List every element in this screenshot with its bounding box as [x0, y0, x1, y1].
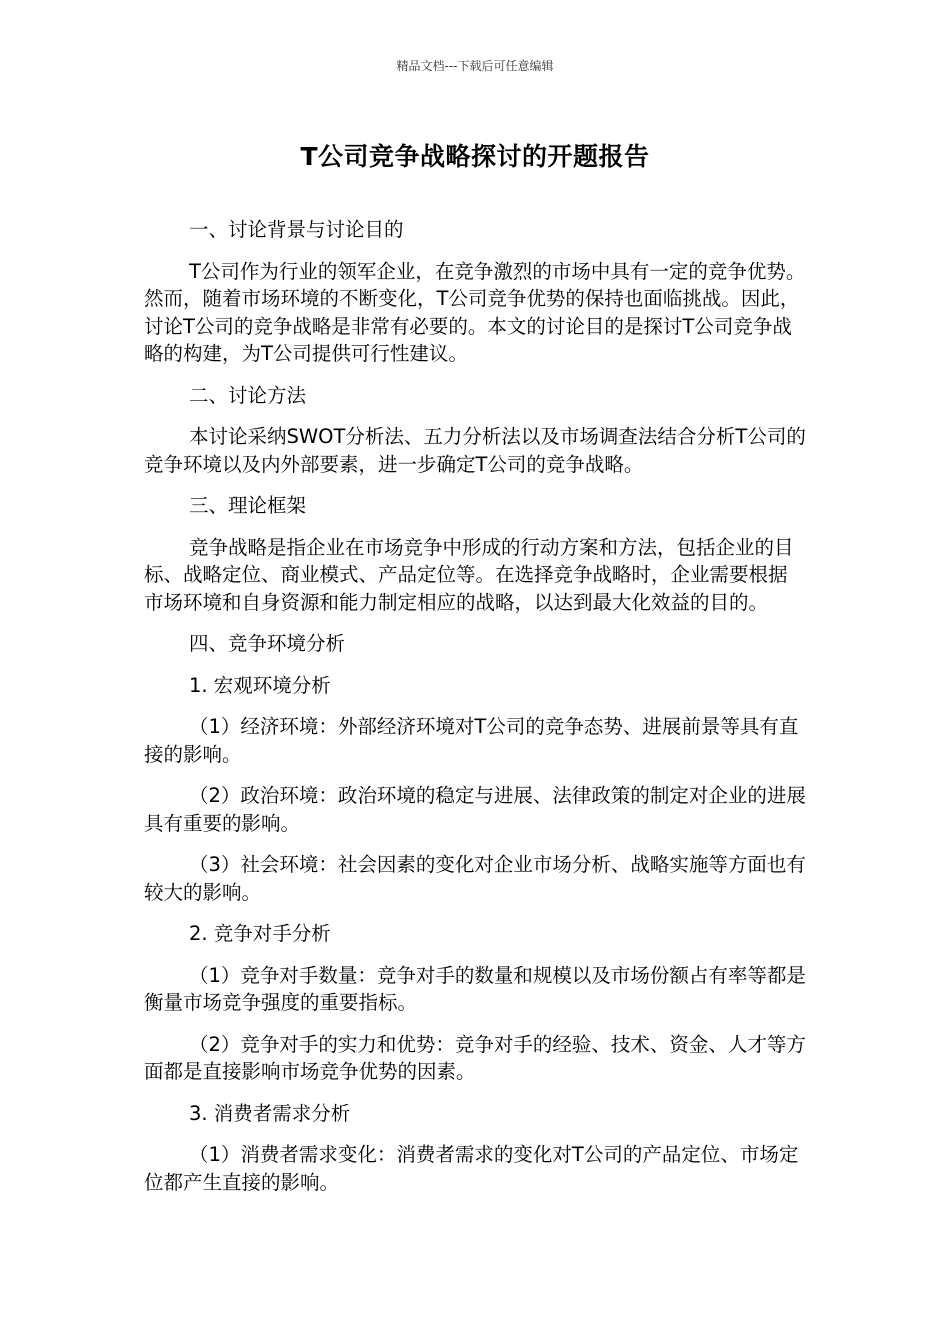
paragraph-method: 本讨论采纳SWOT分析法、五力分析法以及市场调查法结合分析T公司的竞争环境以及内外部要素，进一步确定T公司的竞争战略。 [144, 425, 806, 476]
item-political: （2）政治环境：政治环境的稳定与进展、法律政策的制定对企业的进展具有重要的影响。 [144, 784, 806, 835]
section-heading-background: 一、讨论背景与讨论目的 [189, 218, 404, 241]
paragraph-framework: 竞争战略是指企业在市场竞争中形成的行动方案和方法，包括企业的目标、战略定位、商业模式、产品定位等。在选择竞争战略时，企业需要根据市场环境和自身资源和能力制定相应的战略，以达到最大化效益的目的。 [144, 535, 794, 614]
section-heading-method: 二、讨论方法 [189, 383, 307, 407]
subheading-competitors: 2. 竞争对手分析 [189, 922, 331, 945]
subheading-macro: 1. 宏观环境分析 [189, 673, 331, 697]
item-economic: （1）经济环境：外部经济环境对T公司的竞争态势、进展前景等具有直接的影响。 [144, 715, 799, 766]
document-title: T公司竞争战略探讨的开题报告 [300, 142, 650, 171]
section-heading-environment: 四、竞争环境分析 [189, 632, 346, 655]
item-consumer-demand: （1）消费者需求变化：消费者需求的变化对T公司的产品定位、市场定位都产生直接的影响。 [144, 1143, 799, 1194]
section-heading-framework: 三、理论框架 [189, 494, 307, 517]
document-body [144, 216, 806, 1196]
item-social: （3）社会环境：社会因素的变化对企业市场分析、战略实施等方面也有较大的影响。 [144, 853, 806, 904]
header-note: 精品文档---下载后可任意编辑 [396, 59, 554, 73]
item-competitor-count: （1）竞争对手数量：竞争对手的数量和规模以及市场份额占有率等都是衡量市场竞争强度的重要指标。 [144, 963, 806, 1014]
item-competitor-strength: （2）竞争对手的实力和优势：竞争对手的经验、技术、资金、人才等方面都是直接影响市场竞争优势的因素。 [144, 1032, 806, 1083]
paragraph-background: T公司作为行业的领军企业，在竞争激烈的市场中具有一定的竞争优势。然而，随着市场环境的不断变化，T公司竞争优势的保持也面临挑战。因此，讨论T公司的竞争战略是非常有必要的。本文的讨论目的是探讨T公司竞争战略的构建，为T公司提供可行性建议。 [144, 259, 806, 365]
subheading-consumer: 3. 消费者需求分析 [189, 1101, 351, 1125]
